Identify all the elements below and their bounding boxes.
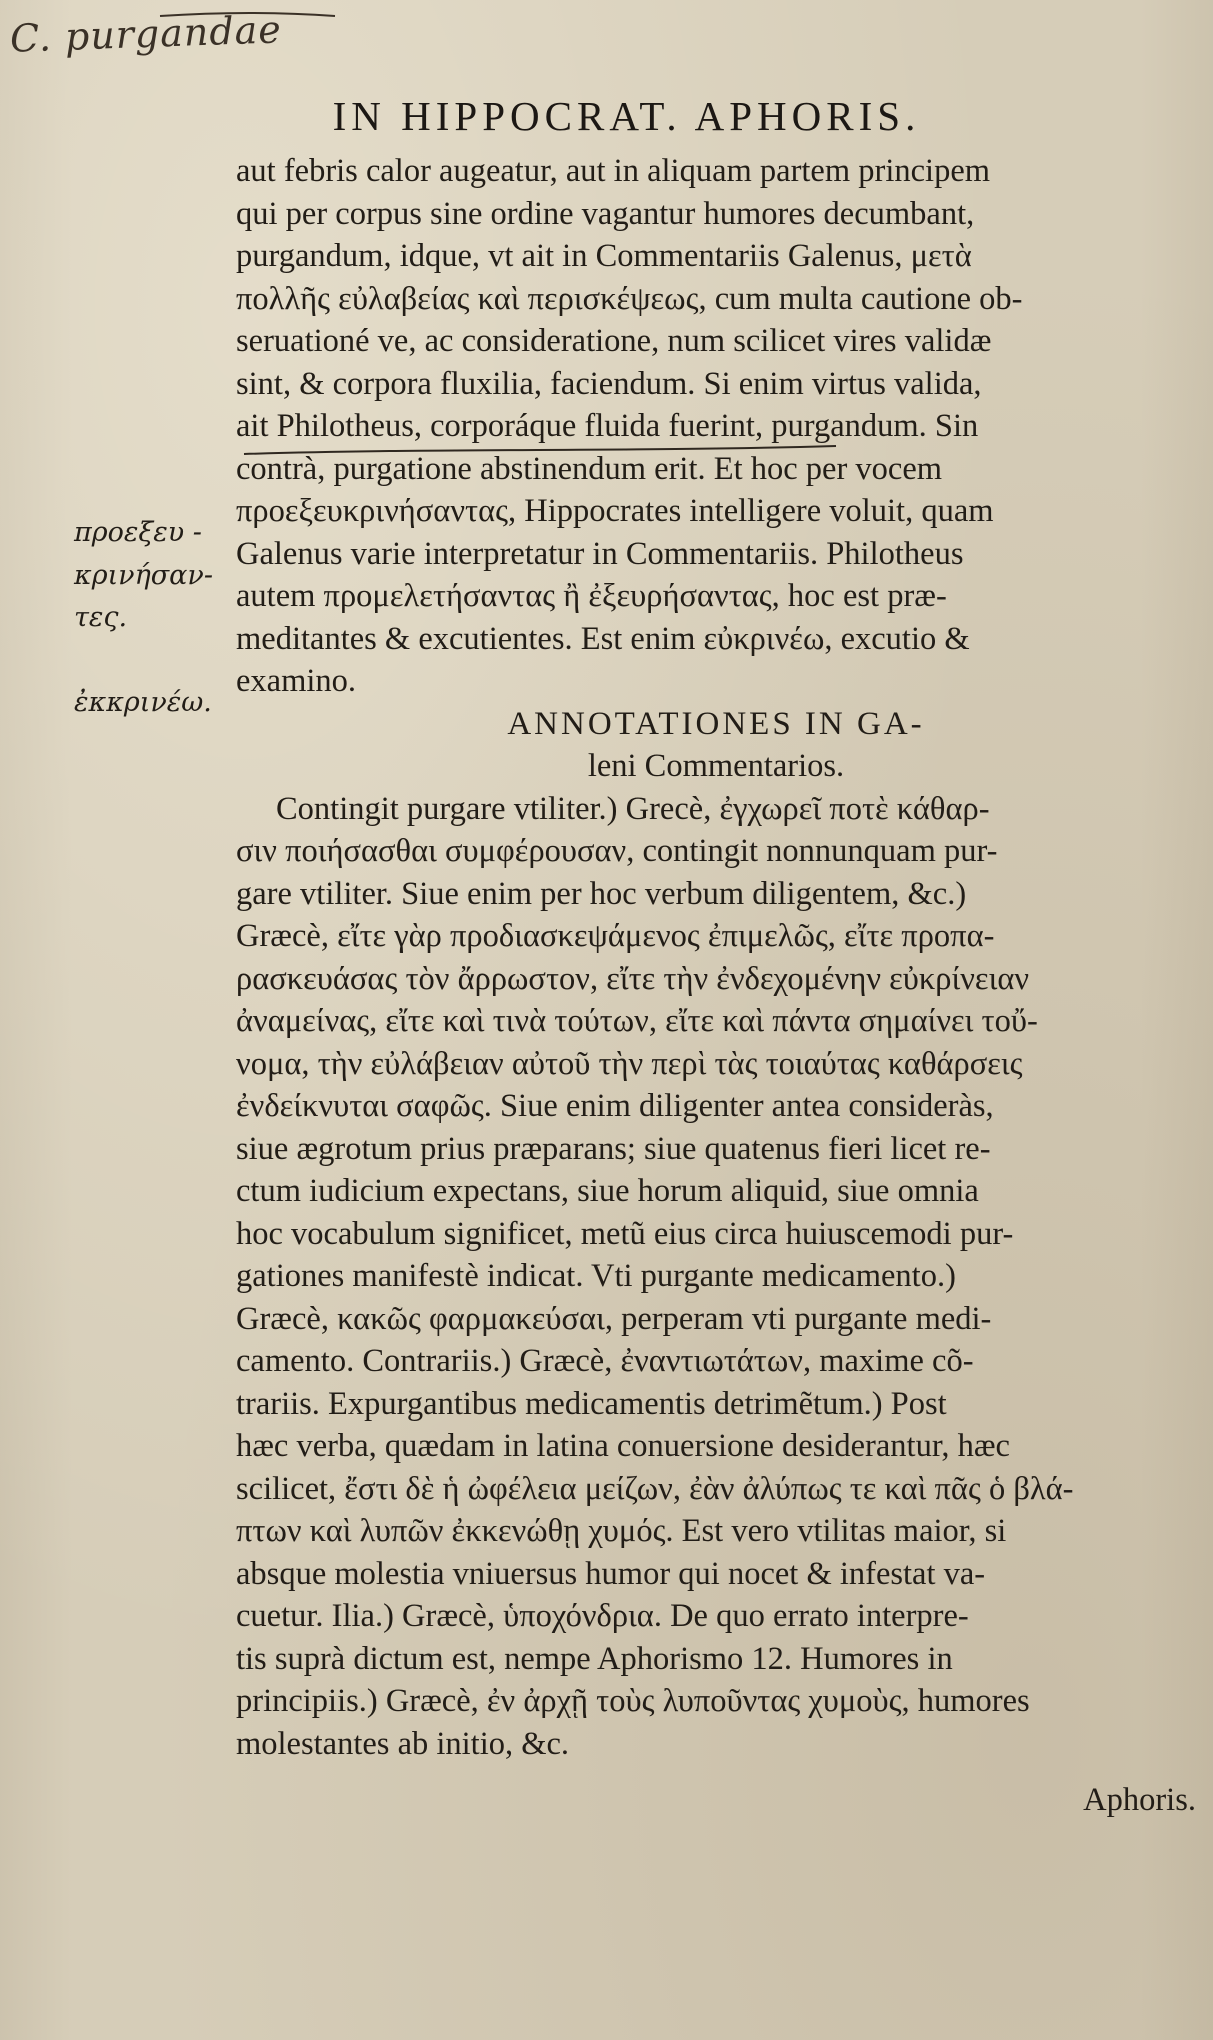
annotation-line: hæc verba, quædam in latina conuersione desiderantur, hæc	[236, 1428, 1010, 1464]
annotation-line: πτων καὶ λυπῶν ἐκκενώθῃ χυμός. Est vero vtilitas maior, si	[236, 1513, 1007, 1549]
annotation-line: ἐνδείκνυται σαφῶς. Siue enim diligenter antea consideràs,	[236, 1088, 994, 1124]
page-body	[236, 150, 1196, 1822]
body-line: qui per corpus sine ordine vagantur humores decumbant,	[236, 195, 975, 232]
annotation-line: Græcè, εἴτε γὰρ προδιασκεψάμενος ἐπιμελῶς, εἴτε προπα-	[236, 918, 995, 954]
annotation-line: principiis.) Græcè, ἐν ἀρχῇ τοὺς λυποῦντας χυμοὺς, humores	[236, 1683, 1030, 1719]
catchword: Aphoris.	[1083, 1782, 1196, 1818]
body-line: Galenus varie interpretatur in Commentariis. Philotheus	[236, 535, 964, 572]
annotation-line: trariis. Expurgantibus medicamentis detrimẽtum.) Post	[236, 1385, 947, 1422]
annotation-line: ἀναμείνας, εἴτε καὶ τινὰ τούτων, εἴτε καὶ πάντα σημαίνει τοὔ-	[236, 1003, 1038, 1039]
body-line: aut febris calor augeatur, aut in aliquam partem principem	[236, 153, 991, 189]
margin-notes	[74, 512, 244, 725]
margin-note-line: κρινήσαν-	[74, 559, 213, 591]
annotation-line: Græcè, κακῶς φαρμακεύσαι, perperam vti purgante medi-	[236, 1300, 992, 1337]
body-line: autem προμελετήσαντας ἢ ἐξευρήσαντας, hoc est præ-	[236, 578, 947, 614]
margin-note-line	[74, 640, 244, 683]
margin-note-line: ἐκκρινέω.	[74, 687, 212, 718]
annotation-line: tis suprà dictum est, nempe Aphorismo 12. Humores in	[236, 1640, 953, 1677]
annotation-line: cuetur. Ilia.) Græcè, ὑποχόνδρια. De quo errato interpre-	[236, 1598, 969, 1634]
section-subtitle: leni Commentarios.	[587, 748, 845, 784]
body-line: examino.	[236, 663, 357, 699]
annotation-line: ρασκευάσας τὸν ἄρρωστον, εἴτε τὴν ἐνδεχομένην εὐκρίνειαν	[236, 960, 1030, 997]
annotation-line: camento. Contrariis.) Græcè, ἐναντιωτάτων, maxime cõ-	[236, 1343, 974, 1379]
body-line: προεξευκρινήσαντας, Hippocrates intelligere voluit, quam	[236, 493, 994, 529]
margin-note-line: τες.	[74, 602, 128, 633]
margin-note-line: προεξευ -	[74, 517, 202, 548]
annotation-line: ctum iudicium expectans, siue horum aliquid, siue omnia	[236, 1173, 979, 1209]
body-line: πολλῆς εὐλαβείας καὶ περισκέψεως, cum multa cautione ob-	[236, 280, 1023, 317]
body-line: sint, & corpora fluxilia, faciendum. Si enim virtus valida,	[236, 365, 982, 402]
annotation-line: scilicet, ἔστι δὲ ἡ ὠφέλεια μείζων, ἐὰν ἀλύπως τε καὶ πᾶς ὁ βλά-	[236, 1470, 1074, 1507]
annotation-line: Contingit purgare vtiliter.) Grecè, ἐγχωρεῖ ποτὲ κάθαρ-	[276, 790, 990, 827]
body-line: meditantes & excutientes. Est enim εὐκρινέω, excutio &	[236, 620, 970, 657]
body-line: purgandum, idque, vt ait in Commentariis Galenus, μετὰ	[236, 238, 972, 274]
section-title: ANNOTATIONES IN GA-	[507, 705, 925, 742]
body-line: contrà, purgatione abstinendum erit. Et hoc per vocem	[236, 450, 943, 487]
handwritten-note: C. purgandae	[9, 7, 283, 61]
annotation-line: νομα, τὴν εὐλάβειαν αὐτοῦ τὴν περὶ τὰς τοιαύτας καθάρσεις	[236, 1045, 1023, 1082]
annotation-line: molestantes ab initio, &c.	[236, 1725, 570, 1762]
annotation-line: σιν ποιήσασθαι συμφέρουσαν, contingit nonnunquam pur-	[236, 833, 998, 869]
annotation-line: absque molestia vniuersus humor qui nocet & infestat va-	[236, 1555, 986, 1592]
annotation-line: gationes manifestè indicat. Vti purgante medicamento.)	[236, 1258, 956, 1294]
body-line: ait Philotheus, corporáque fluida fuerint, purgandum. Sin	[236, 408, 979, 444]
annotation-line: siue ægrotum prius præparans; siue quatenus fieri licet re-	[236, 1130, 991, 1167]
running-head: IN HIPPOCRAT. APHORIS.	[332, 93, 921, 139]
body-line: seruationé ve, ac consideratione, num scilicet vires validæ	[236, 323, 992, 359]
spacer	[236, 1765, 1196, 1779]
annotation-line: hoc vocabulum significet, metũ eius circa huiuscemodi pur-	[236, 1215, 1014, 1252]
annotation-line: gare vtiliter. Siue enim per hoc verbum diligentem, &c.)	[236, 875, 967, 912]
